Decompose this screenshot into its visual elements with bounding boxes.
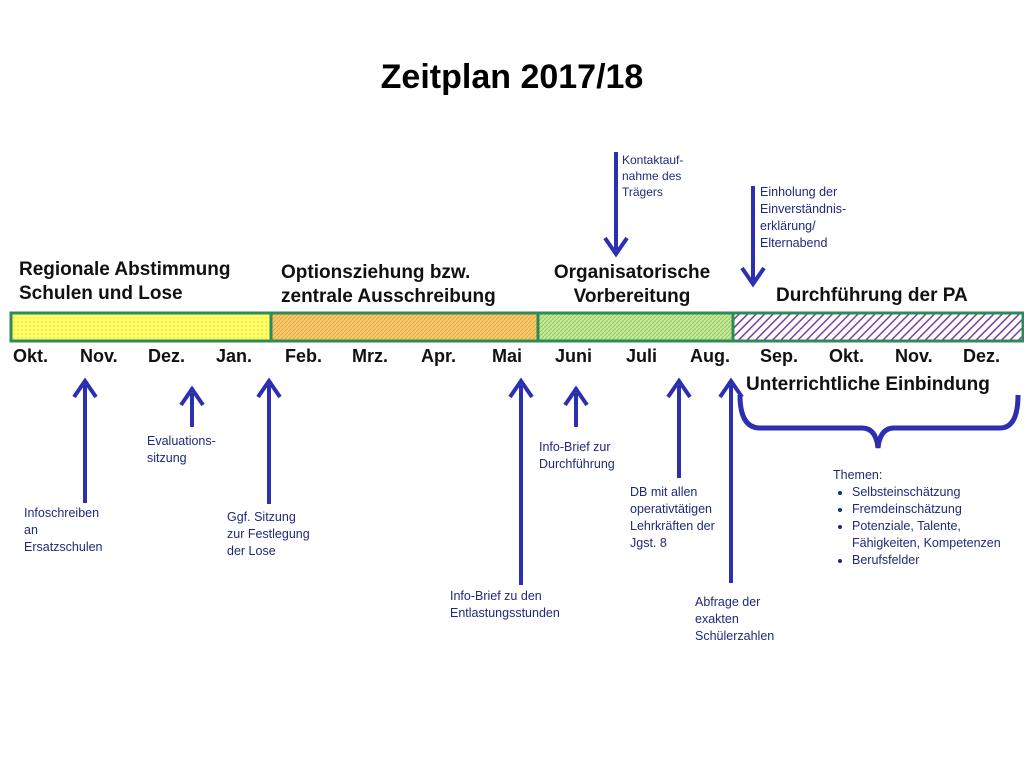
month-label: Feb. [285,346,323,366]
month-label: Mrz. [352,346,388,366]
themes-box [833,467,1021,569]
theme-item: • Selbsteinschätzung [852,484,1021,501]
month-label: Aug. [690,346,730,366]
phase-bar-2 [271,313,538,341]
arrow-infoschreiben [74,381,96,503]
annotation-infobrief: Info-Brief zur Durchführung [539,440,615,471]
brace-label: Unterrichtliche Einbindung [746,374,990,395]
theme-item: • Potenziale, Talente, Fähigkeiten, Kompetenzen [852,518,1021,552]
month-label: Okt. [13,346,49,366]
themes-heading: Themen: [833,468,883,482]
theme-item: • Fremdeinschätzung [852,501,1021,518]
phase-label-4: Durchführung der PA [776,285,968,306]
annotation-evaluation: Evaluations- sitzung [147,434,216,465]
curly-brace [740,395,1018,448]
annotation-entlastung: Info-Brief zu den Entlastungsstunden [450,589,560,620]
phase-bar-4 [733,313,1023,341]
month-label: Mai [492,346,523,366]
month-label: Apr. [421,346,457,366]
theme-item: • Berufsfelder [852,552,1021,569]
phase-bar-1 [11,313,271,341]
annotation-abfrage: Abfrage der exakten Schülerzahlen [695,595,775,643]
phase-label-1: Regionale Abstimmung Schulen und Lose [19,259,231,304]
arrow-infobrief [565,389,587,427]
arrow-entlastung [510,381,532,585]
phase-label-2: Optionsziehung bzw. zentrale Ausschreibung [281,262,496,307]
month-label: Dez. [148,346,186,366]
phase-bar-3 [538,313,733,341]
annotation-einholung: Einholung der Einverständnis- erklärung/ Elternabend [760,185,847,250]
month-label: Nov. [80,346,118,366]
annotation-kontakt: Kontaktauf- nahme des Trägers [622,153,684,199]
arrow-abfrage [720,381,742,583]
month-label: Juli [626,346,658,366]
arrow-festlegung [258,381,280,504]
month-label: Sep. [760,346,799,366]
page-title: Zeitplan 2017/18 [380,58,644,96]
month-label: Juni [555,346,593,366]
month-label: Nov. [895,346,933,366]
annotation-infoschreiben: Infoschreiben an Ersatzschulen [24,506,103,554]
annotation-db: DB mit allen operativtätigen Lehrkräften der Jgst. 8 [630,485,715,550]
themes-list [833,484,1021,569]
arrow-evaluation [181,389,203,427]
phase-label-3: Organisatorische Vorbereitung [553,262,711,307]
month-label: Dez. [963,346,1001,366]
arrow-db [668,381,690,478]
annotation-festlegung: Ggf. Sitzung zur Festlegung der Lose [227,510,310,558]
month-label: Okt. [829,346,865,366]
month-label: Jan. [216,346,253,366]
